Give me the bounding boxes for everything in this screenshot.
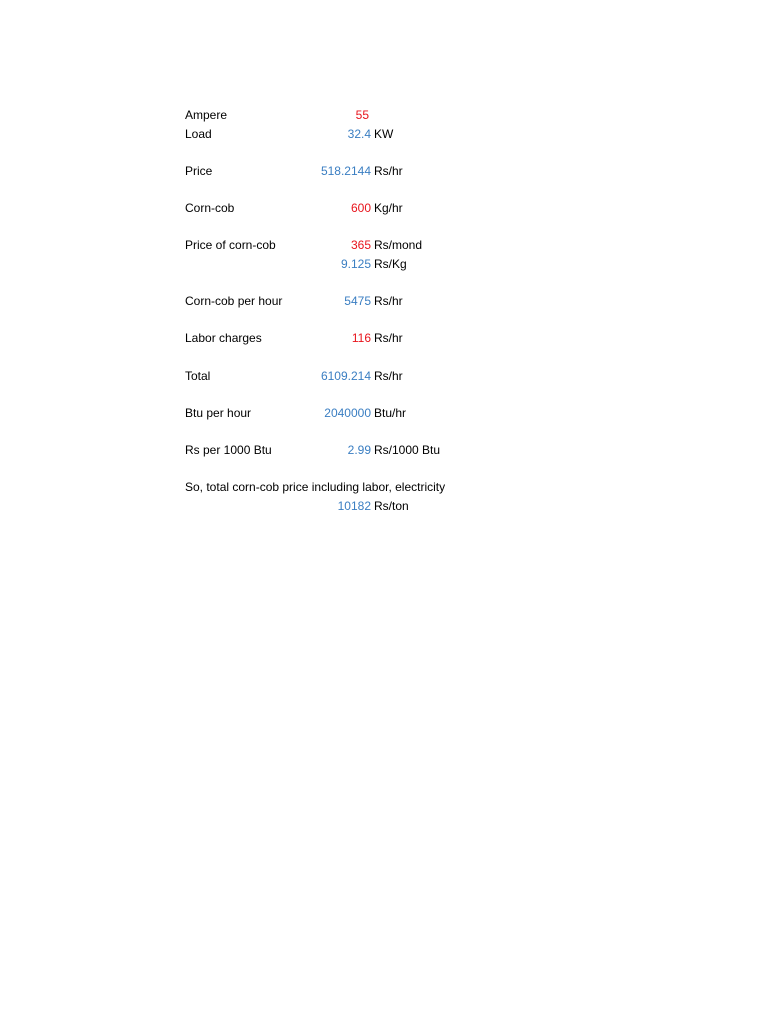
label-price-of-corn-cob: Price of corn-cob: [185, 238, 276, 252]
unit-load: KW: [374, 127, 394, 141]
row-price-per-ton: [0, 497, 768, 515]
value-total: 6109.214: [320, 369, 371, 383]
value-price-of-corn-cob: 365: [350, 238, 371, 252]
value-corn-cob: 600: [350, 201, 371, 215]
row-rs-per-1000-btu: [0, 441, 768, 459]
label-price: Price: [185, 164, 213, 178]
value-btu-per-hour: 2040000: [324, 406, 371, 420]
value-labor-charges: 116: [351, 331, 371, 345]
label-rs-per-1000-btu: Rs per 1000 Btu: [185, 443, 272, 457]
row-load: [0, 125, 768, 143]
unit-corn-cob: Kg/hr: [374, 201, 403, 215]
unit-price-of-corn-cob: Rs/mond: [374, 238, 423, 252]
row-corn-cob: [0, 199, 768, 217]
row-price-of-corn-cob: [0, 236, 768, 254]
unit-total: Rs/hr: [374, 369, 403, 383]
value-price: 518.2144: [320, 164, 371, 178]
value-load: 32.4: [347, 127, 371, 141]
unit-btu-per-hour: Btu/hr: [374, 406, 407, 420]
value-price-per-ton: 10182: [337, 499, 371, 513]
label-corn-cob-per-hour: Corn-cob per hour: [185, 294, 283, 308]
label-total: Total: [185, 369, 211, 383]
label-corn-cob: Corn-cob: [185, 201, 235, 215]
summary-note: So, total corn-cob price including labor, electricity: [185, 480, 446, 494]
row-price-per-kg: [0, 255, 768, 273]
row-price: [0, 162, 768, 180]
label-load: Load: [185, 127, 212, 141]
row-labor-charges: [0, 329, 768, 347]
value-rs-per-1000-btu: 2.99: [347, 443, 371, 457]
row-btu-per-hour: [0, 404, 768, 422]
value-corn-cob-per-hour: 5475: [344, 294, 371, 308]
unit-corn-cob-per-hour: Rs/hr: [374, 294, 403, 308]
row-corn-cob-per-hour: [0, 292, 768, 310]
value-price-per-kg: 9.125: [340, 257, 371, 271]
label-labor-charges: Labor charges: [185, 331, 262, 345]
label-ampere: Ampere: [185, 108, 228, 122]
label-btu-per-hour: Btu per hour: [185, 406, 252, 420]
row-summary-note: [0, 478, 768, 496]
row-ampere: [0, 106, 768, 124]
unit-price-per-kg: Rs/Kg: [374, 257, 407, 271]
row-total: [0, 367, 768, 385]
unit-price-per-ton: Rs/ton: [374, 499, 409, 513]
unit-rs-per-1000-btu: Rs/1000 Btu: [374, 443, 441, 457]
unit-price: Rs/hr: [374, 164, 403, 178]
value-ampere: 55: [355, 108, 369, 122]
unit-labor-charges: Rs/hr: [374, 331, 403, 345]
